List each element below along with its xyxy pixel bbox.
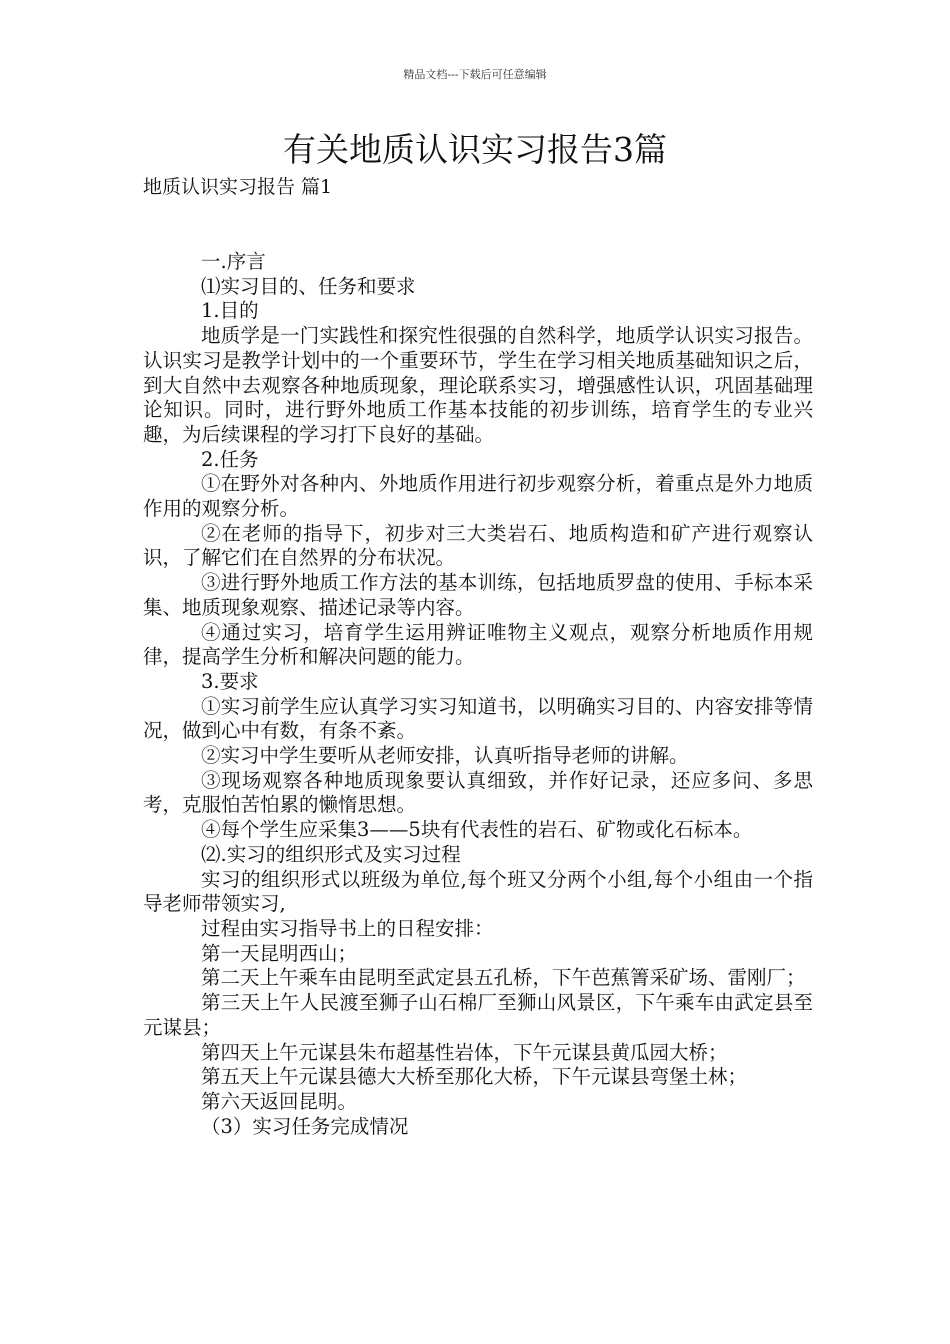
paragraph: 实习的组织形式以班级为单位,每个班又分两个小组,每个小组由一个指导老师带领实习,: [143, 867, 813, 916]
list-item: ④每个学生应采集3——5块有代表性的岩石、矿物或化石标本。: [201, 818, 753, 842]
subsection-heading: ⑵.实习的组织形式及实习过程: [201, 842, 461, 866]
schedule-item: 第五天上午元谋县德大大桥至那化大桥，下午元谋县弯堡土林；: [201, 1065, 748, 1089]
item-heading: 3.要求: [201, 669, 259, 693]
header-note: 精品文档---下载后可任意编辑: [403, 68, 547, 81]
paragraph: 地质学是一门实践性和探究性很强的自然科学，地质学认识实习报告。认识实习是教学计划中的一个重要环节，学生在学习相关地质基础知识之后，到大自然中去观察各种地质现象，理论联系实习，增强感性认识，巩固基础理论知识。同时，进行野外地质工作基本技能的初步训练，培育学生的专业兴趣，为后续课程的学习打下良好的基础。: [143, 324, 813, 446]
paragraph: 过程由实习指导书上的日程安排：: [201, 916, 494, 940]
schedule-item: 第一天昆明西山；: [201, 941, 358, 965]
section-heading: 一.序言: [201, 250, 266, 273]
document-body: [143, 250, 813, 1139]
list-item: ②实习中学生要听从老师安排，认真听指导老师的讲解。: [201, 744, 689, 768]
subsection-heading: （3）实习任务完成情况: [201, 1114, 409, 1138]
item-heading: 2.任务: [201, 447, 259, 471]
schedule-item: 第四天上午元谋县朱布超基性岩体，下午元谋县黄瓜园大桥；: [201, 1040, 728, 1064]
schedule-item: 第二天上午乘车由昆明至武定县五孔桥，下午芭蕉箐采矿场、雷刚厂；: [201, 966, 806, 990]
list-item: ①实习前学生应认真学习实习知道书，以明确实习目的、内容安排等情况，做到心中有数，有条不紊。: [143, 694, 813, 743]
list-item: ①在野外对各种内、外地质作用进行初步观察分析，着重点是外力地质作用的观察分析。: [143, 472, 813, 521]
list-item: ②在老师的指导下，初步对三大类岩石、地质构造和矿产进行观察认识，了解它们在自然界的分布状况。: [143, 521, 813, 570]
document-subtitle: 地质认识实习报告 篇1: [143, 176, 333, 198]
list-item: ③现场观察各种地质现象要认真细致，并作好记录，还应多问、多思考，克服怕苦怕累的懒惰思想。: [143, 768, 813, 817]
list-item: ③进行野外地质工作方法的基本训练，包括地质罗盘的使用、手标本采集、地质现象观察、描述记录等内容。: [143, 571, 813, 619]
subsection-heading: ⑴实习目的、任务和要求: [201, 274, 416, 298]
schedule-item: 第三天上午人民渡至狮子山石棉厂至狮山风景区，下午乘车由武定县至元谋县；: [143, 991, 813, 1039]
document-title: 有关地质认识实习报告3篇: [283, 130, 667, 169]
list-item: ④通过实习，培育学生运用辨证唯物主义观点，观察分析地质作用规律，提高学生分析和解决问题的能力。: [143, 620, 813, 669]
schedule-item: 第六天返回昆明。: [201, 1089, 358, 1113]
item-heading: 1.目的: [201, 299, 259, 323]
